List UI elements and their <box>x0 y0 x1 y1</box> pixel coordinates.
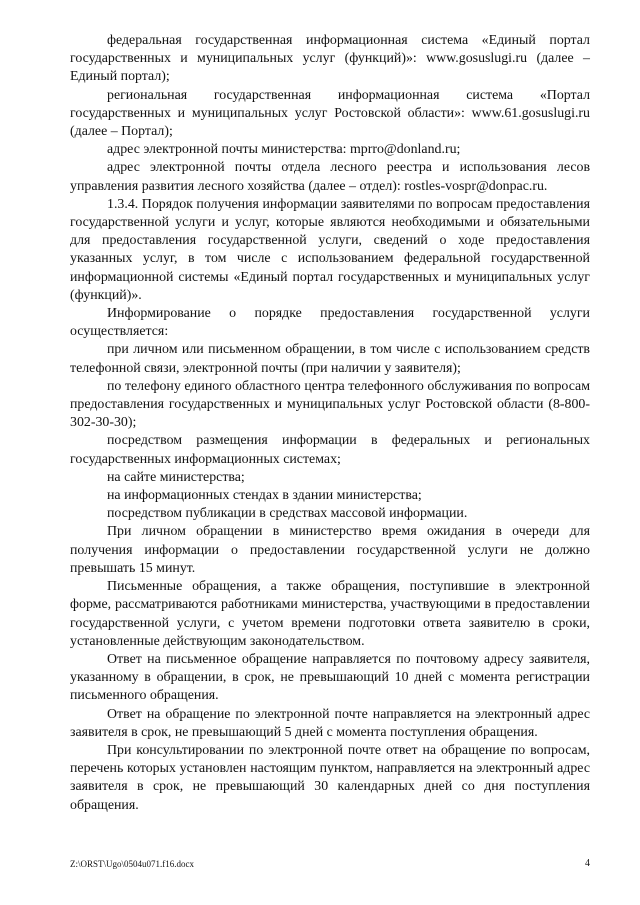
paragraph-written-requests: Письменные обращения, а также обращения, поступившие в электронной форме, рассматриваются работниками министерства, участвующими в предоставлении государственной услуги, с учетом времени подготовки ответа заявителю в сроки, установленные действующим законодательством. <box>70 579 590 649</box>
paragraph-email-consulting: При консультировании по электронной почте ответ на обращение по вопросам, перечень которых установлен настоящим пунктом, направляется на электронный адрес заявителя в срок, не превышающий 30 календарных дней со дня поступления обращения. <box>70 742 590 813</box>
page-number: 4 <box>585 858 590 869</box>
paragraph-department-email: адрес электронной почты отдела лесного реестра и использования лесов управления развития лесного хозяйства (далее – отдел): rostles-vospr@donpac.ru. <box>70 160 590 194</box>
paragraph-personal-request: при личном или письменном обращении, в том числе с использованием средств телефонной связи, электронной почты (при наличии у заявителя); <box>70 342 590 376</box>
paragraph-waiting-time: При личном обращении в министерство время ожидания в очереди для получения информации о предоставлении государственной услуги не должно превышать 15 минут. <box>70 524 590 576</box>
paragraph-written-reply: Ответ на письменное обращение направляется по почтовому адресу заявителя, указанному в обращении, в срок, не превышающий 10 дней с момента регистрации письменного обращения. <box>70 651 590 704</box>
paragraph-regional-portal: региональная государственная информационная система «Портал государственных и муниципальных услуг Ростовской области»: www.61.gosuslugi.ru (далее – Портал); <box>70 87 590 140</box>
paragraph-ministry-site: на сайте министерства; <box>107 469 245 485</box>
paragraph-federal-portal: федеральная государственная информационная система «Единый портал государственных и муниципальных услуг (функций)»: www.gosuslugi.ru (далее – Единый портал); <box>70 33 590 85</box>
paragraph-section-1-3-4: 1.3.4. Порядок получения информации заявителями по вопросам предоставления государственной услуги и услуг, которые являются необходимыми и обязательными для предоставления государственной услуги, сведений о ходе предоставления указанных услуг, в том числе с использованием федеральной государственной информационной системы «Единый портал государственных и муниципальных услуг (функций)». <box>70 196 590 303</box>
paragraph-email-reply: Ответ на обращение по электронной почте направляется на электронный адрес заявителя в срок, не превышающий 5 дней с момента поступления обращения. <box>70 706 590 740</box>
paragraph-phone-center: по телефону единого областного центра телефонного обслуживания по вопросам предоставления государственных и муниципальных услуг Ростовской области (8-800-302-30-30); <box>70 378 590 431</box>
footer-file-path: Z:\ORST\Ugo\0504u071.f16.docx <box>70 859 194 869</box>
paragraph-informing-intro: Информирование о порядке предоставления государственной услуги осуществляется: <box>70 306 590 340</box>
paragraph-mass-media: посредством публикации в средствах массовой информации. <box>107 506 468 522</box>
paragraph-info-systems: посредством размещения информации в федеральных и региональных государственных информационных системах; <box>70 433 590 467</box>
paragraph-ministry-email: адрес электронной почты министерства: mprro@donland.ru; <box>107 142 461 158</box>
document-body <box>70 32 590 815</box>
paragraph-info-stands: на информационных стендах в здании министерства; <box>107 488 422 504</box>
